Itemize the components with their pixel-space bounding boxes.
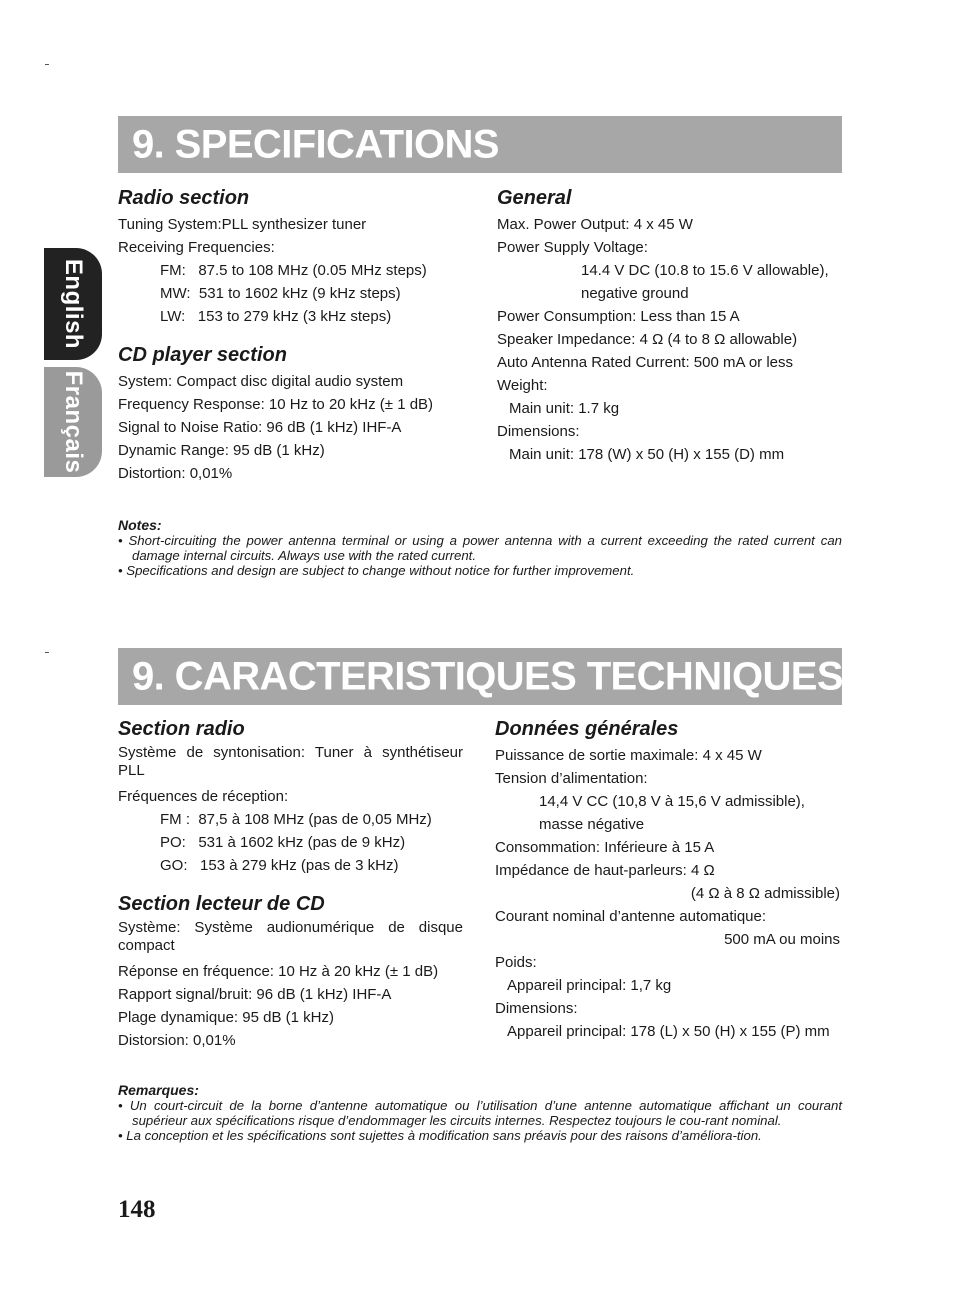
- dimensions-value: Main unit: 178 (W) x 50 (H) x 155 (D) mm: [509, 446, 785, 463]
- distortion: Distortion: 0,01%: [118, 465, 233, 482]
- power-supply: Power Supply Voltage:: [497, 239, 648, 256]
- tab-french-label: Français: [60, 370, 87, 474]
- weight-label: Poids:: [495, 954, 537, 971]
- antenna-current: Auto Antenna Rated Current: 500 mA or less: [497, 354, 794, 371]
- en-notes: [118, 518, 842, 578]
- fr-left-column: [118, 716, 463, 1052]
- fm-range: FM : 87,5 à 108 MHz (pas de 0,05 MHz): [160, 811, 432, 828]
- dimensions-value: Appareil principal: 178 (L) x 50 (H) x 155 (P) mm: [507, 1023, 830, 1040]
- note-item: • Un court-circuit de la borne d’antenne automatique ou l’utilisation d’une antenne automatique affichant un courant supérieur aux spécifications risque d’endommager les circuits internes. Respectez toujours le cou-rant nominal.: [118, 1098, 842, 1128]
- dynamic-range: Dynamic Range: 95 dB (1 kHz): [118, 442, 325, 459]
- general-heading: Données générales: [495, 718, 679, 740]
- dimensions-label: Dimensions:: [497, 423, 580, 440]
- page-number: 148: [118, 1196, 156, 1223]
- frequency-response: Frequency Response: 10 Hz to 20 kHz (± 1 dB): [118, 396, 434, 413]
- tab-english[interactable]: [44, 248, 102, 360]
- receiving-frequencies: Receiving Frequencies:: [118, 239, 275, 256]
- note-item: • Short-circuiting the power antenna terminal or using a power antenna with a current exceeding the rated current can damage internal circuits. Always use with the rated current.: [118, 533, 842, 563]
- dimensions-label: Dimensions:: [495, 1000, 578, 1017]
- negative-ground: masse négative: [539, 816, 645, 833]
- tuning-system: Système de syntonisation: Tuner à synthétiseur PLL: [118, 744, 463, 779]
- signal-noise-ratio: Signal to Noise Ratio: 96 dB (1 kHz) IHF-A: [118, 419, 402, 436]
- power-supply: Tension d’alimentation:: [495, 770, 648, 787]
- radio-section-heading: Section radio: [118, 718, 245, 740]
- general-heading: General: [497, 187, 572, 209]
- power-consumption: Power Consumption: Less than 15 A: [497, 308, 740, 325]
- section-title: 9. CARACTERISTIQUES TECHNIQUES: [132, 654, 843, 698]
- note-item: • Specifications and design are subject to change without notice for further improvement.: [118, 563, 635, 578]
- cd-system: Système: Système audionumérique de disque compact: [118, 919, 463, 954]
- speaker-impedance: Speaker Impedance: 4 Ω (4 to 8 Ω allowable): [497, 331, 798, 348]
- weight-label: Weight:: [497, 377, 548, 394]
- power-supply-value: 14,4 V CC (10,8 V à 15,6 V admissible),: [539, 793, 805, 810]
- radio-section-heading: Radio section: [118, 187, 250, 209]
- weight-value: Appareil principal: 1,7 kg: [507, 977, 672, 994]
- power-consumption: Consommation: Inférieure à 15 A: [495, 839, 715, 856]
- tuning-system: Tuning System:PLL synthesizer tuner: [118, 216, 367, 233]
- speaker-impedance: Impédance de haut-parleurs: 4 Ω: [495, 862, 715, 879]
- section-banner-specifications: [118, 116, 842, 173]
- cd-section-heading: Section lecteur de CD: [118, 893, 325, 915]
- crop-mark: [45, 652, 49, 653]
- antenna-current: Courant nominal d’antenne automatique:: [495, 908, 767, 925]
- notes-title: Notes:: [118, 517, 162, 533]
- tab-english-label: English: [60, 258, 87, 350]
- cd-section-heading: CD player section: [118, 344, 287, 366]
- lw-range: LW: 153 to 279 kHz (3 kHz steps): [160, 308, 392, 325]
- en-right-column: [497, 185, 842, 466]
- fr-notes: [118, 1083, 842, 1143]
- max-power: Max. Power Output: 4 x 45 W: [497, 216, 693, 233]
- fr-right-column: [495, 716, 840, 1043]
- antenna-current-value: 500 mA ou moins: [724, 931, 840, 948]
- cd-system: System: Compact disc digital audio system: [118, 373, 404, 390]
- section-title: 9. SPECIFICATIONS: [132, 122, 499, 166]
- negative-ground: negative ground: [581, 285, 689, 302]
- max-power: Puissance de sortie maximale: 4 x 45 W: [495, 747, 762, 764]
- section-banner-caracteristiques: [118, 648, 842, 705]
- frequency-response: Réponse en fréquence: 10 Hz à 20 kHz (± 1 dB): [118, 963, 439, 980]
- impedance-range: (4 Ω à 8 Ω admissible): [690, 885, 840, 902]
- weight-value: Main unit: 1.7 kg: [509, 400, 620, 417]
- distortion: Distorsion: 0,01%: [118, 1032, 236, 1049]
- fm-range: FM: 87.5 to 108 MHz (0.05 MHz steps): [160, 262, 427, 279]
- dynamic-range: Plage dynamique: 95 dB (1 kHz): [118, 1009, 334, 1026]
- go-range: GO: 153 à 279 kHz (pas de 3 kHz): [160, 857, 399, 874]
- signal-noise-ratio: Rapport signal/bruit: 96 dB (1 kHz) IHF-A: [118, 986, 392, 1003]
- notes-title: Remarques:: [118, 1082, 199, 1098]
- po-range: PO: 531 à 1602 kHz (pas de 9 kHz): [160, 834, 406, 851]
- tab-french[interactable]: [44, 367, 102, 477]
- note-item: • La conception et les spécifications sont sujettes à modification sans préavis pour des raisons d’améliora-tion.: [118, 1128, 762, 1143]
- mw-range: MW: 531 to 1602 kHz (9 kHz steps): [160, 285, 401, 302]
- receiving-frequencies: Fréquences de réception:: [118, 788, 289, 805]
- crop-mark: [45, 64, 49, 65]
- en-left-column: [118, 185, 463, 485]
- power-supply-value: 14.4 V DC (10.8 to 15.6 V allowable),: [581, 262, 829, 279]
